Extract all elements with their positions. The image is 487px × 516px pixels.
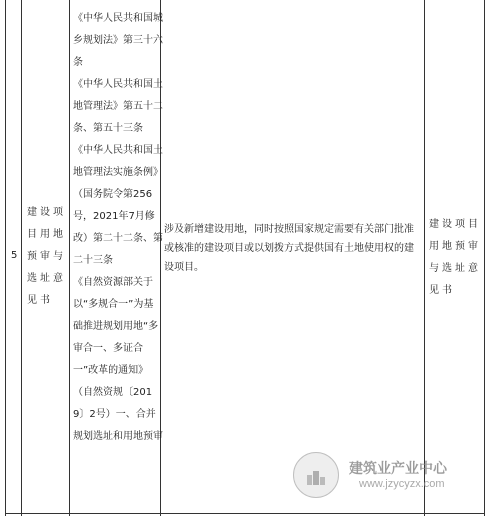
table-row-border (5, 513, 485, 514)
building-icon (306, 469, 326, 485)
table-border-left (5, 0, 6, 516)
row-number: 5 (11, 250, 18, 261)
item-name-cell: 建设项目用地预审与选址意见书 (27, 207, 66, 306)
watermark-name: 建筑业产业中心 (349, 461, 447, 477)
table-column-divider (424, 0, 425, 516)
table-column-divider (69, 0, 70, 516)
legal-basis-item: 《中华人民共和国土地管理法实施条例》（国务院令第256号，2021年7月修改）第二十二条、第二十三条 (73, 145, 163, 266)
legal-basis-item: 《中华人民共和国城乡规划法》第三十六条 (73, 13, 163, 68)
legal-basis-item: 《自然资源部关于以“多规合一”为基础推进规划用地“多审合一、多证合一”改革的通知》（自然资规〔2019〕2号）一、合并规划选址和用地预审 (73, 277, 163, 442)
watermark-url: www.jzycyzx.com (359, 478, 445, 490)
legal-basis-item: 《中华人民共和国土地管理法》第五十二条、第五十三条 (73, 79, 163, 134)
legal-basis-cell (73, 8, 163, 448)
table-column-divider (21, 0, 22, 516)
table-border-right (484, 0, 485, 516)
watermark-seal-icon (293, 452, 339, 498)
result-cell: 建设项目用地预审与选址意见书 (429, 219, 481, 296)
watermark (293, 448, 463, 500)
applicable-scope-cell: 涉及新增建设用地，同时按照国家规定需要有关部门批准或核准的建设项目或以划拨方式提供国有土地使用权的建设项目。 (164, 224, 414, 273)
